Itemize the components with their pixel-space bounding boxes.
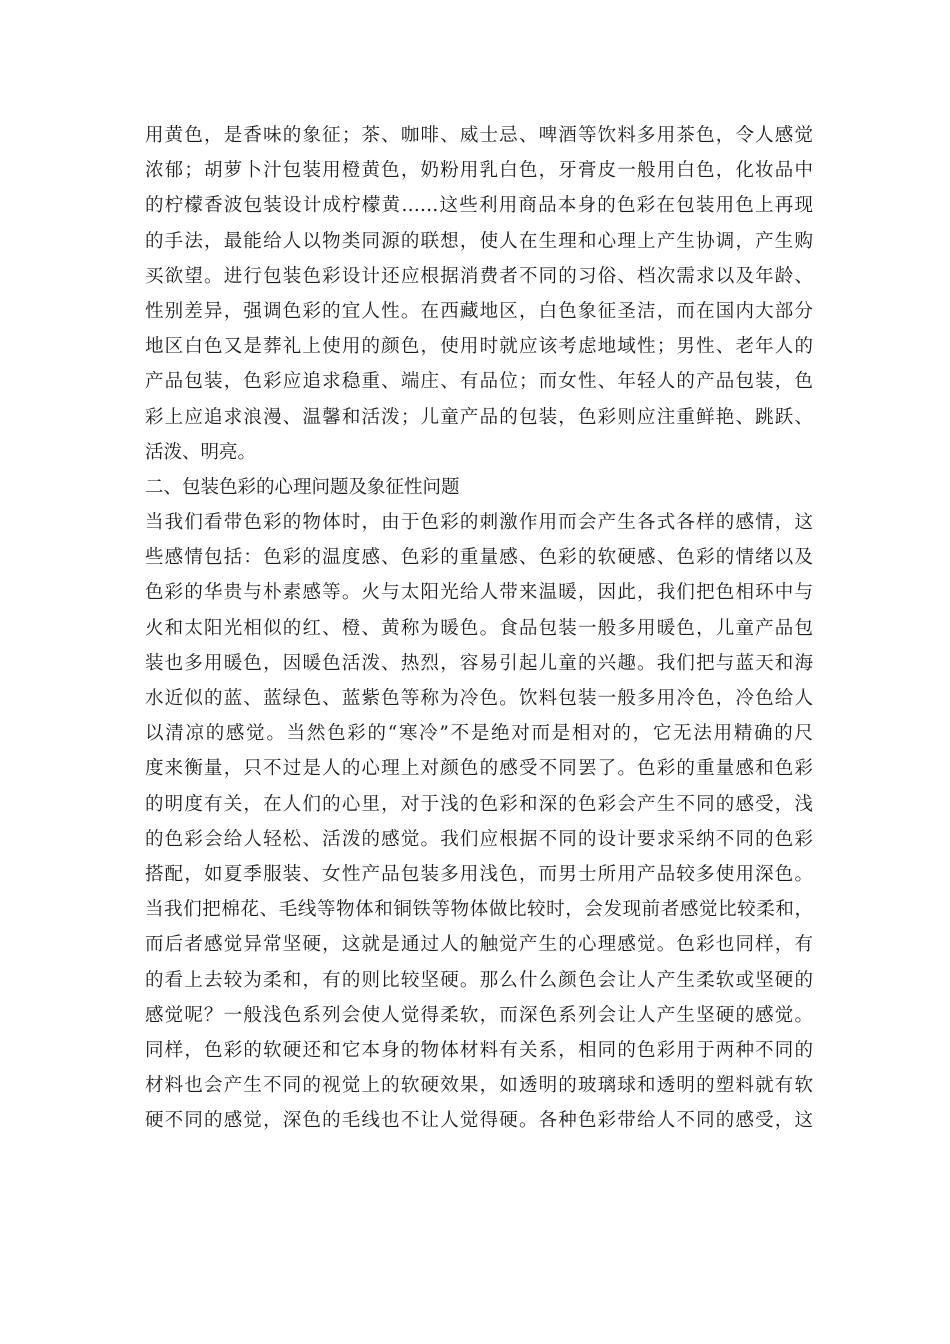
text-line-16: 装也多用暖色，因暖色活泼、热烈，容易引起儿童的兴趣。我们把与蓝天和海 (145, 652, 813, 674)
text-line-13: 些感情包括：色彩的温度感、色彩的重量感、色彩的软硬感、色彩的情绪以及 (145, 547, 813, 569)
text-line-8: 产品包装，色彩应追求稳重、端庄、有品位；而女性、年轻人的产品包装，色 (145, 371, 813, 393)
text-line-24: 而后者感觉异常坚硬，这就是通过人的触觉产生的心理感觉。色彩也同样，有 (145, 934, 813, 956)
text-line-20: 的明度有关，在人们的心里，对于浅的色彩和深的色彩会产生不同的感受，浅 (145, 793, 813, 815)
text-line-10: 活泼、明亮。 (145, 441, 257, 463)
text-line-28: 材料也会产生不同的视觉上的软硬效果，如透明的玻璃球和透明的塑料就有软 (145, 1075, 813, 1097)
text-line-6: 性别差异，强调色彩的宜人性。在西藏地区，白色象征圣洁，而在国内大部分 (145, 300, 813, 322)
text-line-25: 的看上去较为柔和，有的则比较坚硬。那么什么颜色会让人产生柔软或坚硬的 (145, 969, 813, 991)
text-line-29: 硬不同的感觉，深色的毛线也不让人觉得硬。各种色彩带给人不同的感受，这 (145, 1110, 813, 1132)
text-line-21: 的色彩会给人轻松、活泼的感觉。我们应根据不同的设计要求采纳不同的色彩 (145, 828, 813, 850)
text-line-17: 水近似的蓝、蓝绿色、蓝紫色等称为冷色。饮料包装一般多用冷色，冷色给人 (145, 688, 813, 709)
text-line-2: 浓郁；胡萝卜汁包装用橙黄色，奶粉用乳白色，牙膏皮一般用白色，化妆品中 (145, 160, 813, 182)
text-line-27: 同样，色彩的软硬还和它本身的物体材料有关系，相同的色彩用于两种不同的 (145, 1039, 813, 1061)
text-line-23: 当我们把棉花、毛线等物体和铜铁等物体做比较时，会发现前者感觉比较柔和， (145, 899, 813, 921)
text-line-5: 买欲望。进行包装色彩设计还应根据消费者不同的习俗、档次需求以及年龄、 (145, 265, 813, 287)
text-line-22: 搭配，如夏季服装、女性产品包装多用浅色，而男士所用产品较多使用深色。 (145, 863, 813, 885)
text-line-3: 的柠檬香波包装设计成柠檬黄……这些利用商品本身的色彩在包装用色上再现 (145, 195, 813, 217)
text-line-18: 以清凉的感觉。当然色彩的“寒冷”不是绝对而是相对的，它无法用精确的尺 (145, 723, 813, 745)
text-line-14: 色彩的华贵与朴素感等。火与太阳光给人带来温暖，因此，我们把色相环中与 (145, 582, 813, 604)
text-line-26: 感觉呢？一般浅色系列会使人觉得柔软，而深色系列会让人产生坚硬的感觉。 (145, 1004, 813, 1026)
text-line-7: 地区白色又是葬礼上使用的颜色，使用时就应该考虑地域性；男性、老年人的 (145, 336, 813, 358)
text-line-1: 用黄色，是香味的象征；茶、咖啡、威士忌、啤酒等饮料多用茶色，令人感觉 (145, 125, 813, 146)
text-line-15: 火和太阳光相似的红、橙、黄称为暖色。食品包装一般多用暖色，儿童产品包 (145, 617, 813, 639)
text-line-9: 彩上应追求浪漫、温馨和活泼；儿童产品的包装，色彩则应注重鲜艳、跳跃、 (145, 406, 813, 428)
section-heading: 二、包装色彩的心理问题及象征性问题 (145, 476, 460, 498)
text-line-4: 的手法，最能给人以物类同源的联想，使人在生理和心理上产生协调，产生购 (145, 230, 813, 252)
body-text (145, 118, 813, 1138)
text-line-12: 当我们看带色彩的物体时，由于色彩的刺激作用而会产生各式各样的感情，这 (145, 512, 813, 534)
text-line-19: 度来衡量，只不过是人的心理上对颜色的感受不同罢了。色彩的重量感和色彩 (145, 758, 813, 780)
